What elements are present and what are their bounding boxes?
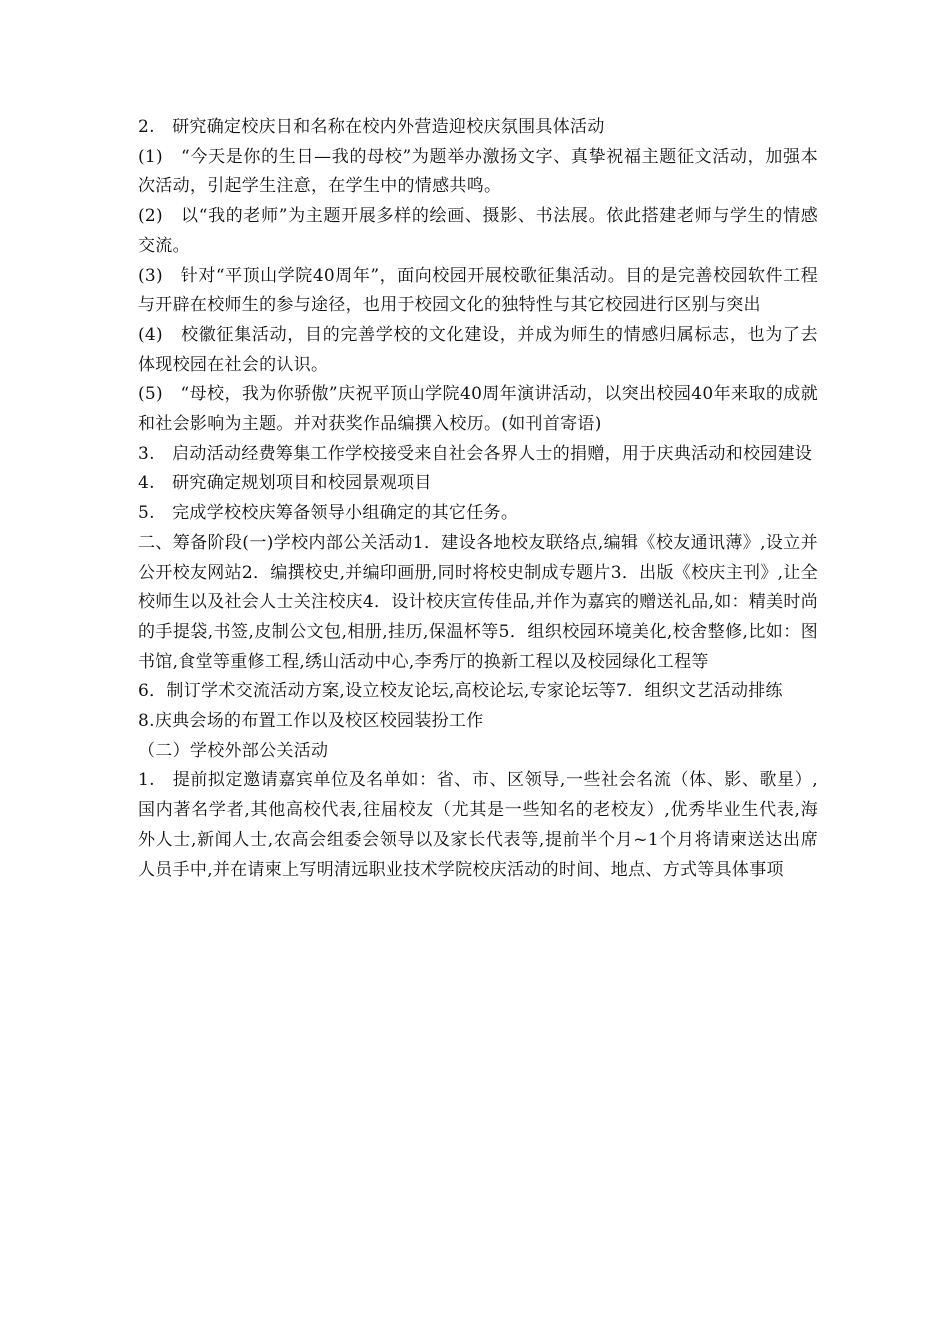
paragraph-venue-setup: 8.庆典会场的布置工作以及校区校园装扮工作	[138, 711, 484, 732]
list-item-3: (3) 针对“平顶山学院40周年”，面向校园开展校歌征集活动。目的是完善校园软件工程与开辟在校师生的参与途径，也用于校园文化的独特性与其它校园进行区别与突出	[138, 265, 818, 316]
section-preparation-internal: 二、筹备阶段(一)学校内部公关活动1．建设各地校友联络点,编辑《校友通讯薄》,设立并公开校友网站2．编撰校史,并编印画册,同时将校史制成专题片3．出版《校庆主刊》,让全校师生以及社会人士关注校庆4．设计校庆宣传佳品,并作为嘉宾的赠送礼品,如：精美时尚的手提袋,书签,皮制公文包,相册,挂历,保温杯等5．组织校园环境美化,校舍整修,比如：图书馆,食堂等重修工程,绣山活动中心,李秀厅的换新工程以及校园绿化工程等	[138, 532, 818, 672]
list-item-1: (1) “今天是你的生日—我的母校”为题举办激扬文字、真挚祝福主题征文活动，加强本次活动，引起学生注意，在学生中的情感共鸣。	[138, 146, 818, 197]
heading-item-5: 5. 完成学校校庆筹备领导小组确定的其它任务。	[138, 503, 519, 524]
list-item-4: (4) 校徽征集活动，目的完善学校的文化建设，并成为师生的情感归属标志，也为了去体现校园在社会的认识。	[138, 324, 818, 375]
paragraph-academic-exchange: 6．制订学术交流活动方案,设立校友论坛,高校论坛,专家论坛等7．组织文艺活动排练	[138, 681, 783, 702]
section-external-pr: （二）学校外部公关活动	[138, 740, 329, 761]
heading-item-2: 2. 研究确定校庆日和名称在校内外营造迎校庆氛围具体活动	[138, 117, 605, 137]
paragraph-invite-guests: 1. 提前拟定邀请嘉宾单位及名单如：省、市、区领导,一些社会名流（体、影、歌星）,国内著名学者,其他高校代表,往届校友（尤其是一些知名的老校友）,优秀毕业生代表,海外人士,新闻人士,农高会组委会领导以及家长代表等,提前半个月~1个月将请柬送达出席人员手中,并在请柬上写明清远职业技术学院校庆活动的时间、地点、方式等具体事项	[138, 770, 818, 880]
document-body	[138, 113, 818, 885]
heading-item-3: 3. 启动活动经费筹集工作学校接受来自社会各界人士的捐赠，用于庆典活动和校园建设	[138, 443, 813, 464]
heading-item-4: 4. 研究确定规划项目和校园景观项目	[138, 473, 432, 494]
list-item-5: (5) “母校，我为你骄傲”庆祝平顶山学院40周年演讲活动，以突出校园40年来取的成就和社会影响为主题。并对获奖作品编撰入校历。(如刊首寄语)	[138, 384, 818, 435]
list-item-2: (2) 以“我的老师”为主题开展多样的绘画、摄影、书法展。依此搭建老师与学生的情感交流。	[138, 206, 818, 256]
